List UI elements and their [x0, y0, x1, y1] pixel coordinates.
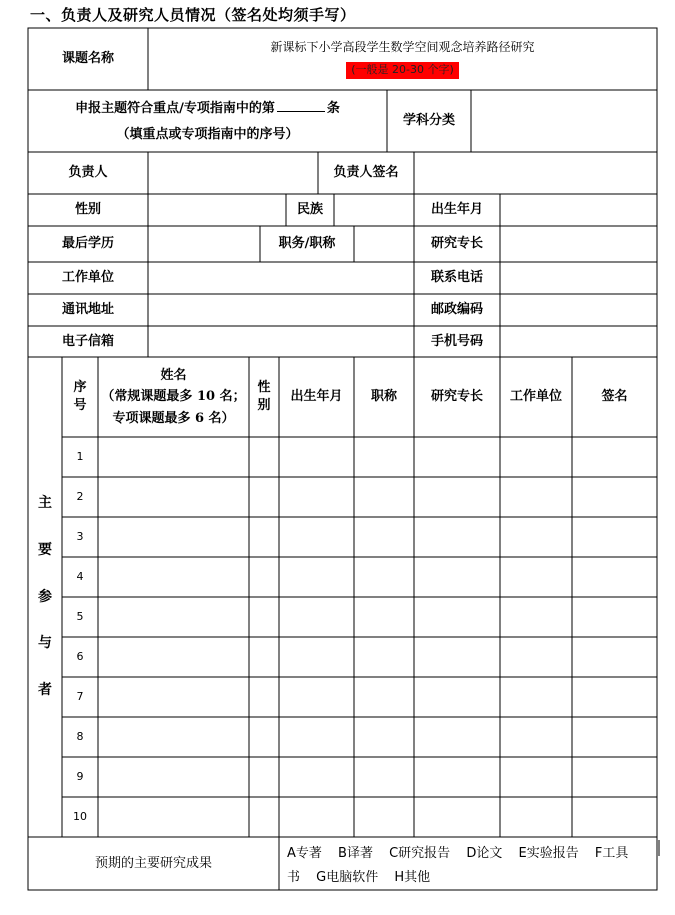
position-label: 职务/职称	[278, 236, 336, 252]
workplace-label: 工作单位	[61, 270, 114, 286]
col-header-gender: 性别	[257, 380, 271, 413]
topic-guide-label	[28, 90, 387, 152]
email-label: 电子信箱	[61, 333, 114, 349]
outcome-option[interactable]: B译著	[338, 846, 373, 861]
participant-row-number: 5	[76, 609, 84, 623]
participant-row-number: 7	[76, 689, 84, 703]
phone-label: 联系电话	[430, 270, 483, 286]
col-header-signature: 签名	[601, 389, 628, 405]
phone-field[interactable]	[500, 262, 657, 294]
section-heading: 一、负责人及研究人员情况（签名处均须手写）	[30, 6, 356, 24]
participant-row-number: 2	[76, 489, 84, 503]
col-header-specialty: 研究专长	[430, 389, 483, 405]
position-field[interactable]	[354, 226, 414, 262]
participant-row-number: 10	[73, 809, 87, 823]
col-header-workplace: 工作单位	[509, 389, 562, 405]
col-header-name-title: 姓名	[160, 367, 187, 383]
leader-signature-label: 负责人签名	[333, 165, 399, 181]
side-char: 者	[38, 682, 52, 699]
col-header-name	[98, 357, 249, 437]
ethnicity-field[interactable]	[334, 194, 414, 226]
participant-row-number: 3	[76, 529, 84, 543]
col-header-name-note-2: 专项课题最多 6 名）	[112, 410, 235, 426]
outcome-option[interactable]: D论文	[466, 846, 503, 861]
address-label: 通讯地址	[61, 302, 114, 318]
col-header-seq: 序号	[73, 380, 87, 413]
subject-category-field[interactable]	[471, 90, 657, 152]
outcome-option[interactable]: C研究报告	[389, 846, 451, 861]
outcome-option[interactable]: A专著	[287, 846, 322, 861]
postcode-label: 邮政编码	[430, 302, 483, 318]
participant-row-number: 9	[76, 769, 84, 783]
birth-field[interactable]	[500, 194, 657, 226]
email-field[interactable]	[148, 326, 414, 357]
participant-row-number: 4	[76, 569, 84, 583]
outcome-option[interactable]: H其他	[394, 870, 431, 885]
gender-label: 性别	[74, 202, 101, 218]
participants-side-label	[28, 357, 62, 837]
topic-guide-suffix: 条	[326, 100, 340, 116]
participant-rows-fields[interactable]	[98, 437, 657, 837]
side-char: 主	[38, 494, 52, 511]
mobile-field[interactable]	[500, 326, 657, 357]
expected-outcomes-options[interactable]	[287, 842, 651, 890]
mobile-label: 手机号码	[430, 333, 483, 349]
workplace-field[interactable]	[148, 262, 414, 294]
col-header-title: 职称	[370, 389, 397, 405]
specialty-label: 研究专长	[430, 236, 483, 252]
leader-field[interactable]	[148, 152, 318, 194]
project-title-label: 课题名称	[61, 51, 114, 67]
col-header-birth: 出生年月	[290, 389, 343, 405]
topic-number-blank[interactable]	[277, 99, 325, 112]
title-length-hint: (一般是 20-30 个字)	[346, 62, 459, 79]
education-label: 最后学历	[61, 236, 114, 252]
outcome-option[interactable]: E实验报告	[518, 846, 579, 861]
topic-guide-prefix: 申报主题符合重点/专项指南中的第	[75, 100, 275, 116]
participant-row-number: 8	[76, 729, 84, 743]
education-field[interactable]	[148, 226, 260, 262]
expected-outcomes-label: 预期的主要研究成果	[94, 855, 212, 871]
participant-row-number: 6	[76, 649, 84, 663]
birth-label: 出生年月	[430, 202, 483, 218]
subject-category-label: 学科分类	[402, 113, 455, 129]
ethnicity-label: 民族	[296, 202, 323, 218]
outcome-option[interactable]: F工具书	[287, 846, 629, 885]
project-title-field[interactable]	[148, 28, 657, 90]
leader-label: 负责人	[68, 165, 108, 181]
leader-signature-field[interactable]	[414, 152, 657, 194]
topic-guide-note: （填重点或专项指南中的序号）	[116, 126, 299, 142]
side-char: 要	[38, 541, 52, 558]
participant-row-number: 1	[76, 449, 84, 463]
gender-field[interactable]	[148, 194, 286, 226]
col-header-name-note-1: （常规课题最多 10 名；	[101, 389, 246, 405]
address-field[interactable]	[148, 294, 414, 326]
outcome-option[interactable]: G电脑软件	[316, 870, 379, 885]
project-title-value: 新课标下小学高段学生数学空间观念培养路径研究	[270, 40, 535, 55]
side-char: 与	[38, 635, 52, 652]
postcode-field[interactable]	[500, 294, 657, 326]
side-char: 参	[38, 588, 52, 605]
specialty-field[interactable]	[500, 226, 657, 262]
